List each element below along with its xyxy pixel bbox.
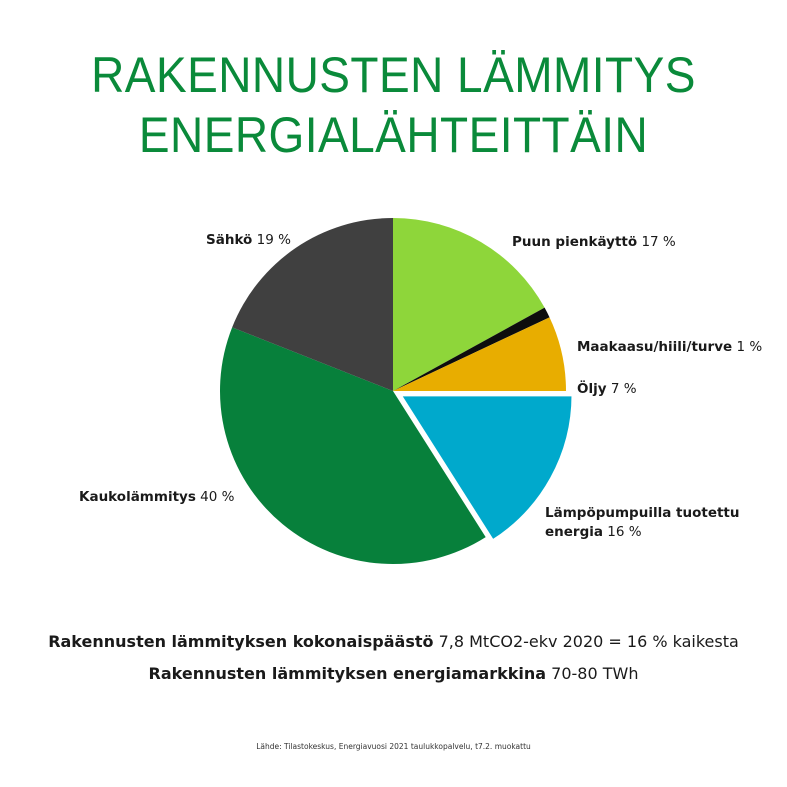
slice-label-lampopumput-value: 16 % [607,524,642,540]
slice-label-kaukolammitys [79,488,234,507]
slice-label-sahko-name: Sähkö [206,232,253,248]
slice-label-maakaasu-name: Maakaasu/hiili/turve [577,339,733,355]
slice-label-oljy-value: 7 % [610,381,637,397]
stat-energy-market-label: Rakennusten lämmityksen energiamarkkina [148,664,547,683]
slice-label-lampopumput-name2: energia [545,524,603,540]
stat-total-emissions-label: Rakennusten lämmityksen kokonaispäästö [48,632,434,651]
slice-label-maakaasu-value: 1 % [736,339,763,355]
slice-label-puun-pienkaytto-name: Puun pienkäyttö [512,234,638,250]
slice-label-oljy-name: Öljy [577,381,607,397]
slice-label-lampopumput [545,504,740,542]
slice-label-kaukolammitys-name: Kaukolämmitys [79,489,196,505]
slice-label-puun-pienkaytto [512,233,676,252]
stat-energy-market-value: 70-80 TWh [551,664,639,683]
slice-label-kaukolammitys-value: 40 % [200,489,235,505]
slice-label-sahko-value: 19 % [256,232,291,248]
slice-label-puun-pienkaytto-value: 17 % [641,234,676,250]
stat-total-emissions-value: 7,8 MtCO2-ekv 2020 = 16 % kaikesta [438,632,739,651]
stat-total-emissions [0,632,787,651]
source-note: Lähde: Tilastokeskus, Energiavuosi 2021 taulukkopalvelu, t7.2. muokattu [256,742,531,751]
slice-label-lampopumput-line1 [545,504,740,523]
slice-label-oljy [577,380,637,399]
slice-label-lampopumput-line2 [545,523,740,542]
slice-label-sahko [206,231,291,250]
stat-energy-market [0,664,787,683]
slice-label-maakaasu [577,338,762,357]
chart-title-line2: ENERGIALÄHTEITTÄIN [138,107,649,163]
chart-title-line1: RAKENNUSTEN LÄMMITYS [91,47,696,103]
slice-label-lampopumput-name1: Lämpöpumpuilla tuotettu [545,505,740,521]
